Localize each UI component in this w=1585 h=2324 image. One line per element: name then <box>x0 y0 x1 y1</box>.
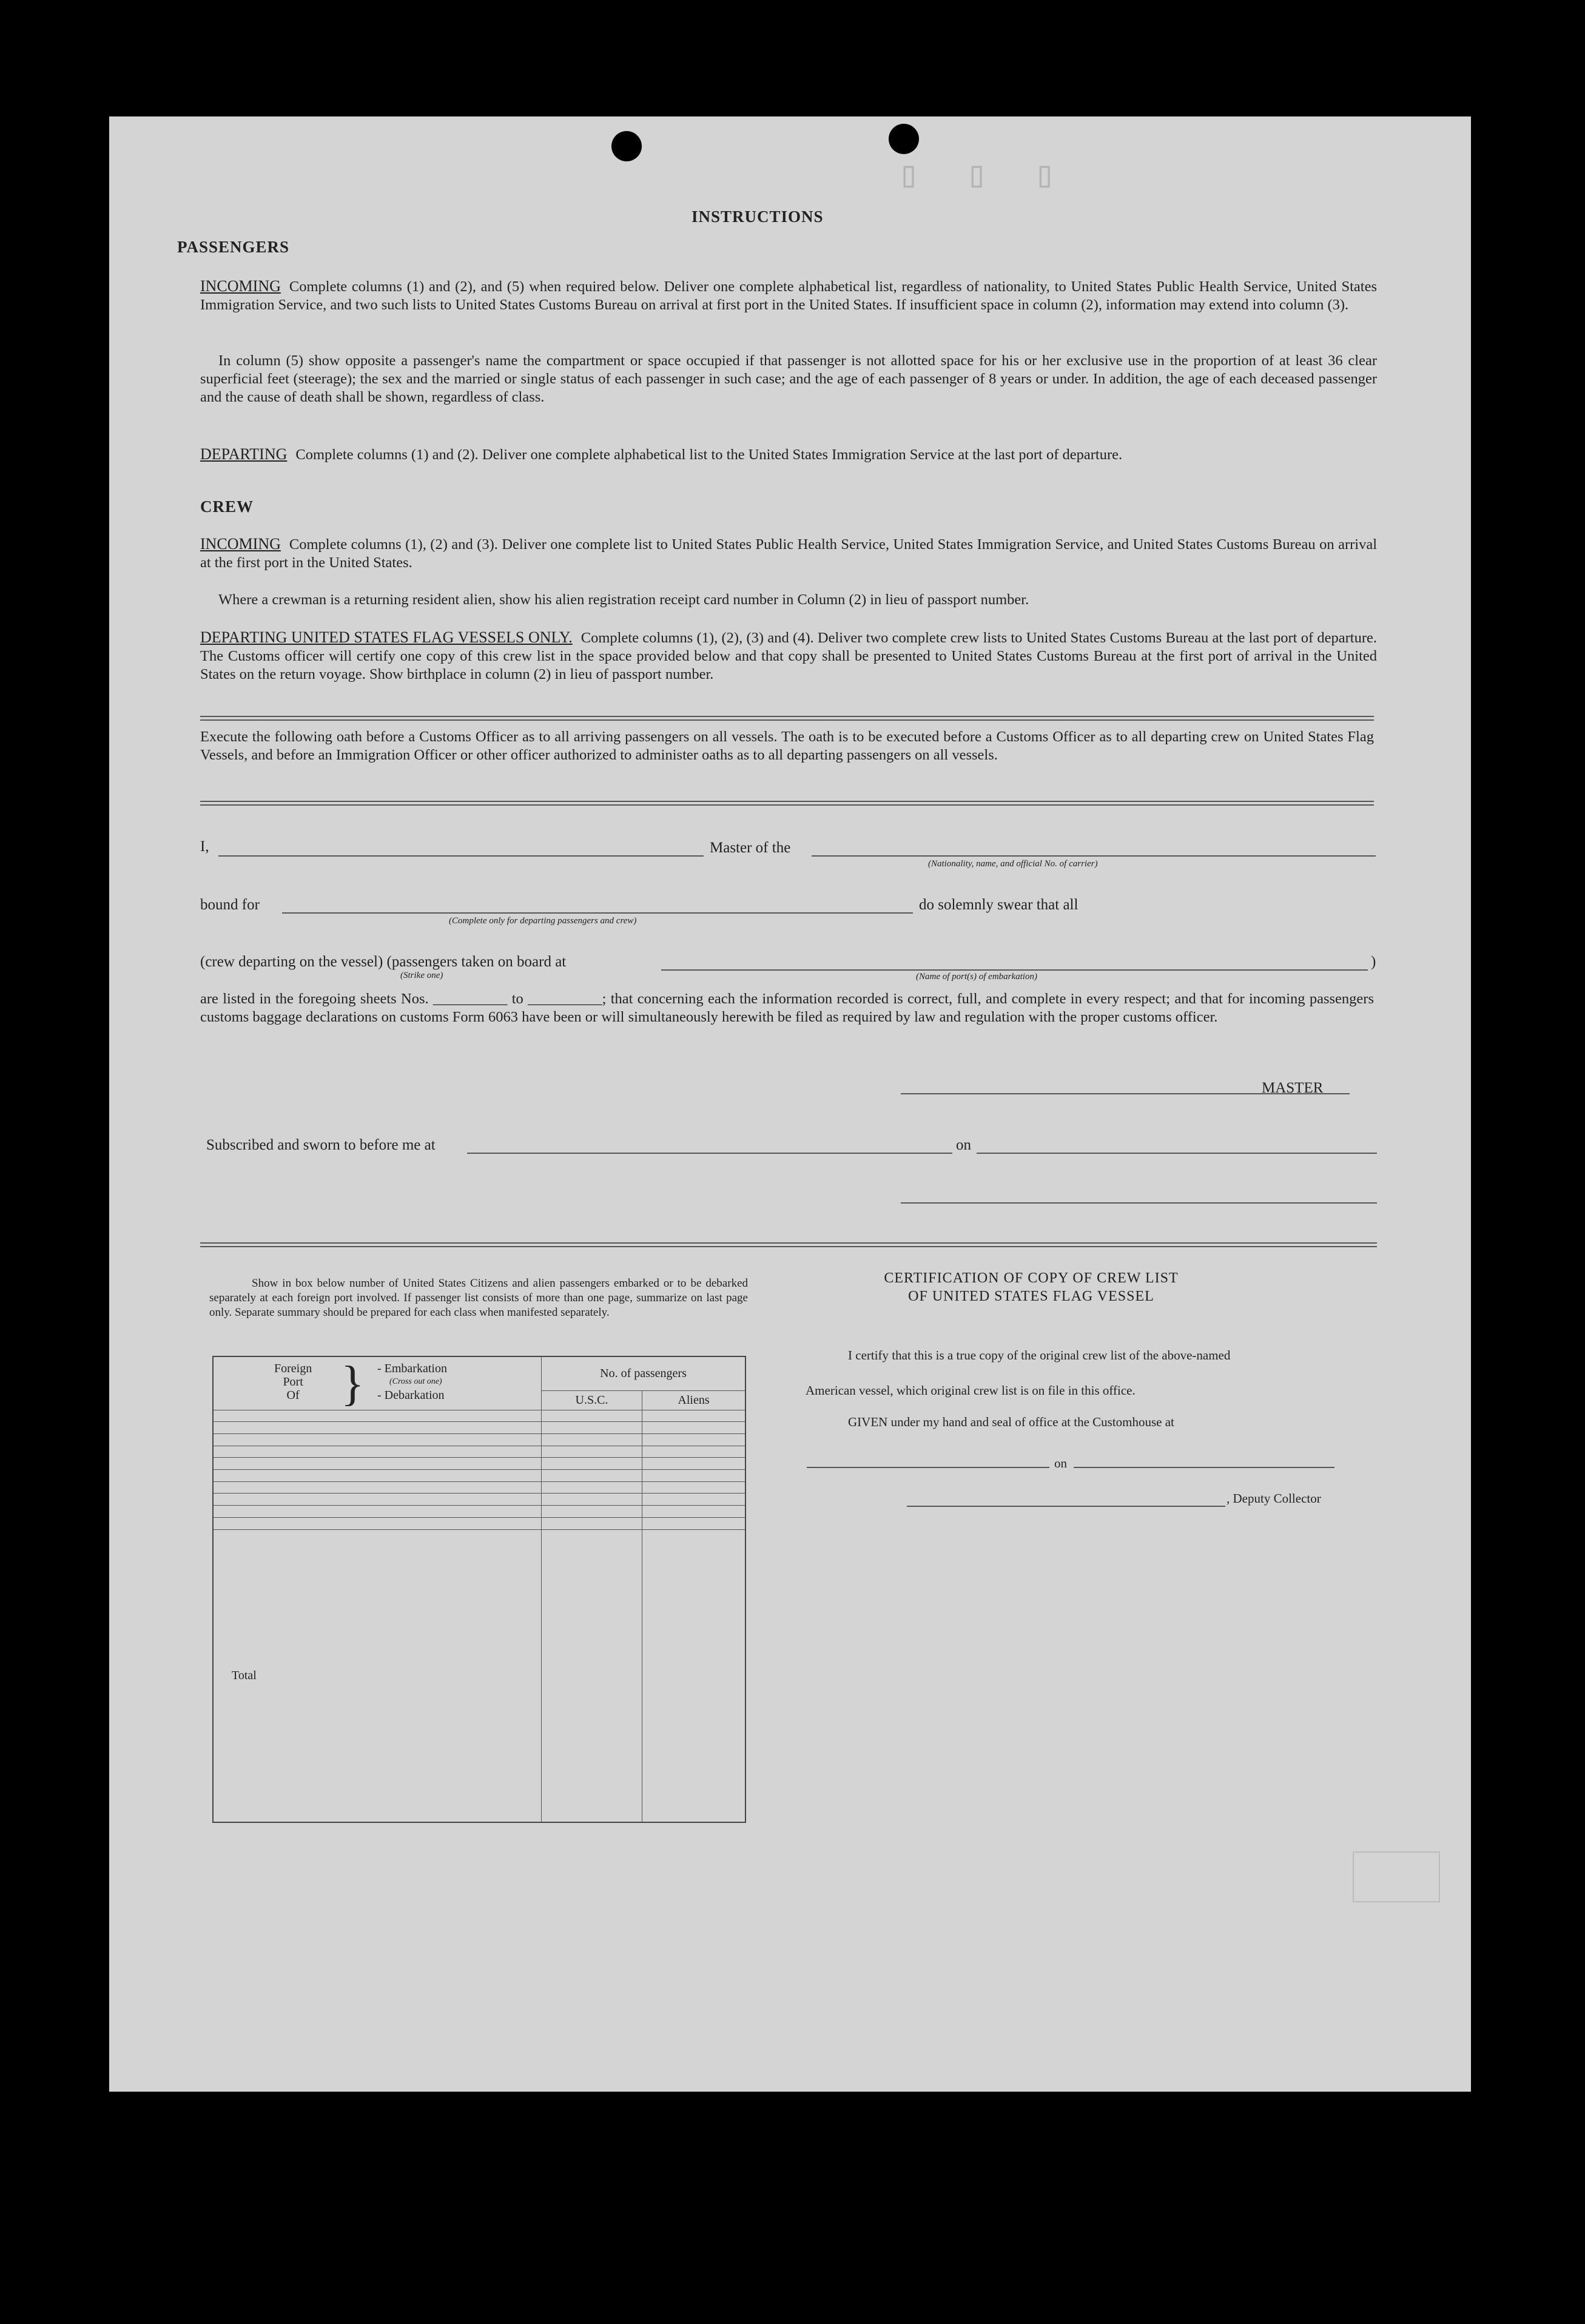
punch-hole-left <box>611 131 642 161</box>
embarkation-label[interactable]: - Embarkation <box>377 1362 447 1375</box>
usc-cell[interactable] <box>542 1458 642 1470</box>
crew-departing-label: DEPARTING UNITED STATES FLAG VESSELS ONLY. <box>200 628 573 646</box>
total-row <box>213 1529 745 1822</box>
embarkation-ports-field[interactable] <box>661 969 1368 971</box>
divider-top-2 <box>200 719 1374 721</box>
port-cell[interactable] <box>213 1506 542 1518</box>
foreign-label: Foreign <box>274 1362 312 1375</box>
divider-oath-1 <box>200 801 1374 802</box>
port-cell[interactable] <box>213 1470 542 1482</box>
passengers-departing-label: DEPARTING <box>200 445 288 463</box>
usc-cell[interactable] <box>542 1446 642 1458</box>
port-cell[interactable] <box>213 1481 542 1494</box>
passengers-heading: PASSENGERS <box>177 238 290 256</box>
crew-departing-text: Complete columns (1), (2), (3) and (4). Deliver two complete crew lists to United States Customs Bureau at the last port of departure. The Customs officer will certify one copy of this crew list in the space provided below and that copy shall be presented to United States Customs Bureau at the first port of arrival in the United States on the return voyage. Show birthplace in column (2) in lieu of passport number. <box>200 630 1377 682</box>
passengers-departing-text: Complete columns (1) and (2). Deliver one complete alphabetical list to the United States Immigration Service at the last port of departure. <box>295 446 1123 463</box>
port-label: Port <box>283 1375 303 1389</box>
bound-for-field[interactable] <box>282 912 913 914</box>
certification-date-field[interactable] <box>1074 1467 1334 1468</box>
certification-title <box>828 1269 1234 1305</box>
brace-icon: } <box>341 1357 365 1410</box>
swear-label: do solemnly swear that all <box>919 897 1079 913</box>
master-label: MASTER <box>1262 1080 1324 1096</box>
deputy-collector-label: , Deputy Collector <box>1227 1491 1321 1506</box>
passengers-departing-paragraph <box>200 445 1377 464</box>
oath-intro-paragraph: Execute the following oath before a Customs Officer as to all arriving passengers on all vessels. The oath is to be executed before a Customs Officer as to all departing crew on United States Flag Vessels, and before an Immigration Officer or other officer authorized to administer oaths as to all departing passengers on all vessels. <box>200 729 1374 763</box>
crew-heading: CREW <box>200 497 254 516</box>
passengers-column5-paragraph: In column (5) show opposite a passenger's name the compartment or space occupied if that passenger is not allotted space for his or her exclusive use in the proportion of at least 36 clear superficial feet (steerage); the sex and the married or single status of each passenger in such case; and the age of each passenger of 8 years or under. In addition, the age of each deceased passenger and the cause of death shall be shown, regardless of class. <box>200 352 1377 405</box>
usc-cell[interactable] <box>542 1517 642 1529</box>
given-line: GIVEN under my hand and seal of office at the Customhouse at <box>848 1415 1174 1429</box>
table-row <box>213 1446 745 1458</box>
document-page <box>109 116 1471 2092</box>
bound-for-caption: (Complete only for departing passengers and crew) <box>449 916 637 926</box>
divider-top-1 <box>200 716 1374 717</box>
bound-for-label: bound for <box>200 897 260 913</box>
usc-cell[interactable] <box>542 1481 642 1494</box>
total-label: Total <box>213 1529 542 1822</box>
sworn-place-field[interactable] <box>467 1153 952 1154</box>
passengers-incoming-label: INCOMING <box>200 277 281 295</box>
table-row <box>213 1506 745 1518</box>
aliens-cell[interactable] <box>642 1433 746 1446</box>
close-paren: ) <box>1371 954 1376 970</box>
passengers-incoming-text: Complete columns (1) and (2), and (5) when required below. Deliver one complete alphabetical list, regardless of nationality, to United States Public Health Service, United States Immigration Service, and two such lists to United States Customs Bureau on arrival at first port in the United States. If insufficient space in column (2), information may extend into column (3). <box>200 278 1377 313</box>
crew-passengers-choice-label: (crew departing on the vessel) (passengers taken on board at <box>200 954 567 970</box>
crew-resident-paragraph: Where a crewman is a returning resident alien, show his alien registration receipt card number in Column (2) in lieu of passport number. <box>218 591 1029 608</box>
subscribed-label: Subscribed and sworn to before me at <box>206 1137 436 1153</box>
sworn-officer-signature-field[interactable] <box>901 1202 1377 1204</box>
table-row <box>213 1458 745 1470</box>
certification-on-label: on <box>1054 1456 1067 1470</box>
table-row <box>213 1433 745 1446</box>
divider-bottom-2 <box>200 1246 1377 1247</box>
summary-instructions: Show in box below number of United States Citizens and alien passengers embarked or to be debarked separately at each foreign port involved. If passenger list consists of more than one page, summarize on last page only. Separate summary should be prepared for each class when manifested separately. <box>209 1277 748 1319</box>
certification-title-line2: OF UNITED STATES FLAG VESSEL <box>908 1288 1154 1304</box>
port-cell[interactable] <box>213 1410 542 1422</box>
punch-hole-right <box>889 124 919 154</box>
aliens-cell[interactable] <box>642 1422 746 1434</box>
aliens-header: Aliens <box>642 1390 746 1410</box>
port-cell[interactable] <box>213 1422 542 1434</box>
usc-cell[interactable] <box>542 1470 642 1482</box>
table-row <box>213 1422 745 1434</box>
port-cell[interactable] <box>213 1458 542 1470</box>
carrier-field[interactable] <box>812 855 1376 857</box>
usc-header: U.S.C. <box>542 1390 642 1410</box>
table-row <box>213 1517 745 1529</box>
crew-incoming-text: Complete columns (1), (2) and (3). Deliver one complete list to United States Public Health Service, United States Immigration Service, and United States Customs Bureau on arrival at the first port in the United States. <box>200 536 1377 571</box>
usc-cell[interactable] <box>542 1506 642 1518</box>
crew-incoming-paragraph <box>200 535 1377 572</box>
port-cell[interactable] <box>213 1494 542 1506</box>
aliens-cell[interactable] <box>642 1506 746 1518</box>
port-cell[interactable] <box>213 1433 542 1446</box>
aliens-cell[interactable] <box>642 1410 746 1422</box>
aliens-cell[interactable] <box>642 1517 746 1529</box>
usc-cell[interactable] <box>542 1410 642 1422</box>
aliens-cell[interactable] <box>642 1458 746 1470</box>
sworn-date-field[interactable] <box>977 1153 1377 1154</box>
crew-incoming-label: INCOMING <box>200 535 281 553</box>
master-name-field[interactable] <box>218 855 704 857</box>
page-title: INSTRUCTIONS <box>692 207 824 226</box>
strike-one-caption: (Strike one) <box>400 971 443 980</box>
foreign-port-header <box>213 1356 542 1410</box>
aliens-cell[interactable] <box>642 1446 746 1458</box>
table-row <box>213 1494 745 1506</box>
certify-line1: I certify that this is a true copy of the original crew list of the above-named <box>848 1348 1231 1362</box>
divider-bottom-1 <box>200 1242 1377 1244</box>
crew-departing-paragraph <box>200 628 1377 684</box>
cross-out-caption: (Cross out one) <box>389 1377 442 1386</box>
bleed-through-marks: ▯ ▯ ▯ <box>898 157 1068 198</box>
table-row <box>213 1410 745 1422</box>
listed-sheets-paragraph: are listed in the foregoing sheets Nos. __________ to __________; that concerning each the information recorded is correct, full, and complete in every respect; and that for incoming passengers customs baggage declarations on customs Form 6063 have been or will simultaneously herewith be filed as required by law and regulation with the proper customs officer. <box>200 991 1374 1025</box>
table-row <box>213 1470 745 1482</box>
aliens-cell[interactable] <box>642 1470 746 1482</box>
bleed-through-stamp <box>1353 1851 1440 1902</box>
port-cell[interactable] <box>213 1446 542 1458</box>
customhouse-field[interactable] <box>807 1467 1049 1468</box>
table-row <box>213 1481 745 1494</box>
usc-cell[interactable] <box>542 1494 642 1506</box>
sworn-on-label: on <box>956 1137 971 1153</box>
embarkation-ports-caption: (Name of port(s) of embarkation) <box>916 972 1037 982</box>
usc-cell[interactable] <box>542 1422 642 1434</box>
usc-cell[interactable] <box>542 1433 642 1446</box>
aliens-cell[interactable] <box>642 1481 746 1494</box>
master-of-label: Master of the <box>710 840 791 856</box>
carrier-caption: (Nationality, name, and official No. of carrier) <box>928 859 1098 869</box>
no-passengers-header: No. of passengers <box>542 1356 746 1390</box>
oath-i-label: I, <box>200 838 209 855</box>
certification-title-line1: CERTIFICATION OF COPY OF CREW LIST <box>884 1270 1179 1286</box>
of-label: Of <box>286 1389 300 1402</box>
debarkation-label[interactable]: - Debarkation <box>377 1389 445 1402</box>
aliens-cell[interactable] <box>642 1494 746 1506</box>
deputy-collector-signature-field[interactable] <box>907 1506 1225 1507</box>
divider-oath-2 <box>200 804 1374 806</box>
port-cell[interactable] <box>213 1517 542 1529</box>
passengers-incoming-paragraph <box>200 277 1377 314</box>
passenger-summary-table <box>212 1356 746 1823</box>
total-aliens-cell[interactable] <box>642 1529 746 1822</box>
total-usc-cell[interactable] <box>542 1529 642 1822</box>
certify-line2: American vessel, which original crew list is on file in this office. <box>806 1383 1136 1398</box>
